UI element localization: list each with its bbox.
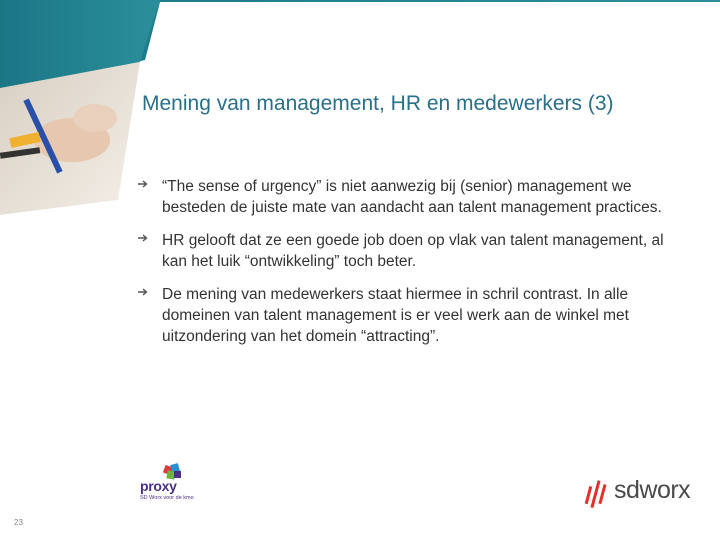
proxy-logo-text: proxy [140, 478, 177, 494]
slide-title: Mening van management, HR en medewerkers (3) [142, 92, 614, 116]
page-number: 23 [14, 518, 23, 527]
bullet-item [162, 176, 692, 218]
bullet-item [162, 230, 692, 272]
bullet-text: “The sense of urgency” is niet aanwezig bij (senior) management we besteden de juiste mate van aandacht aan talent management practices. [162, 178, 662, 216]
bullet-text: HR gelooft dat ze een goede job doen op vlak van talent management, al kan het luik “ontwikkeling” toch beter. [162, 232, 664, 270]
arrow-right-icon [136, 231, 150, 245]
bullet-text: De mening van medewerkers staat hiermee in schril contrast. In alle domeinen van talent management is er veel werk aan de winkel met uitzondering van het domein “attracting”. [162, 286, 629, 345]
bullet-item [162, 284, 692, 347]
arrow-right-icon [136, 285, 150, 299]
bullet-list [162, 176, 692, 359]
proxy-tagline: SD Worx voor de kmo [140, 495, 194, 501]
sdworx-logo-text: sdworx [614, 476, 691, 504]
arrow-right-icon [136, 177, 150, 191]
